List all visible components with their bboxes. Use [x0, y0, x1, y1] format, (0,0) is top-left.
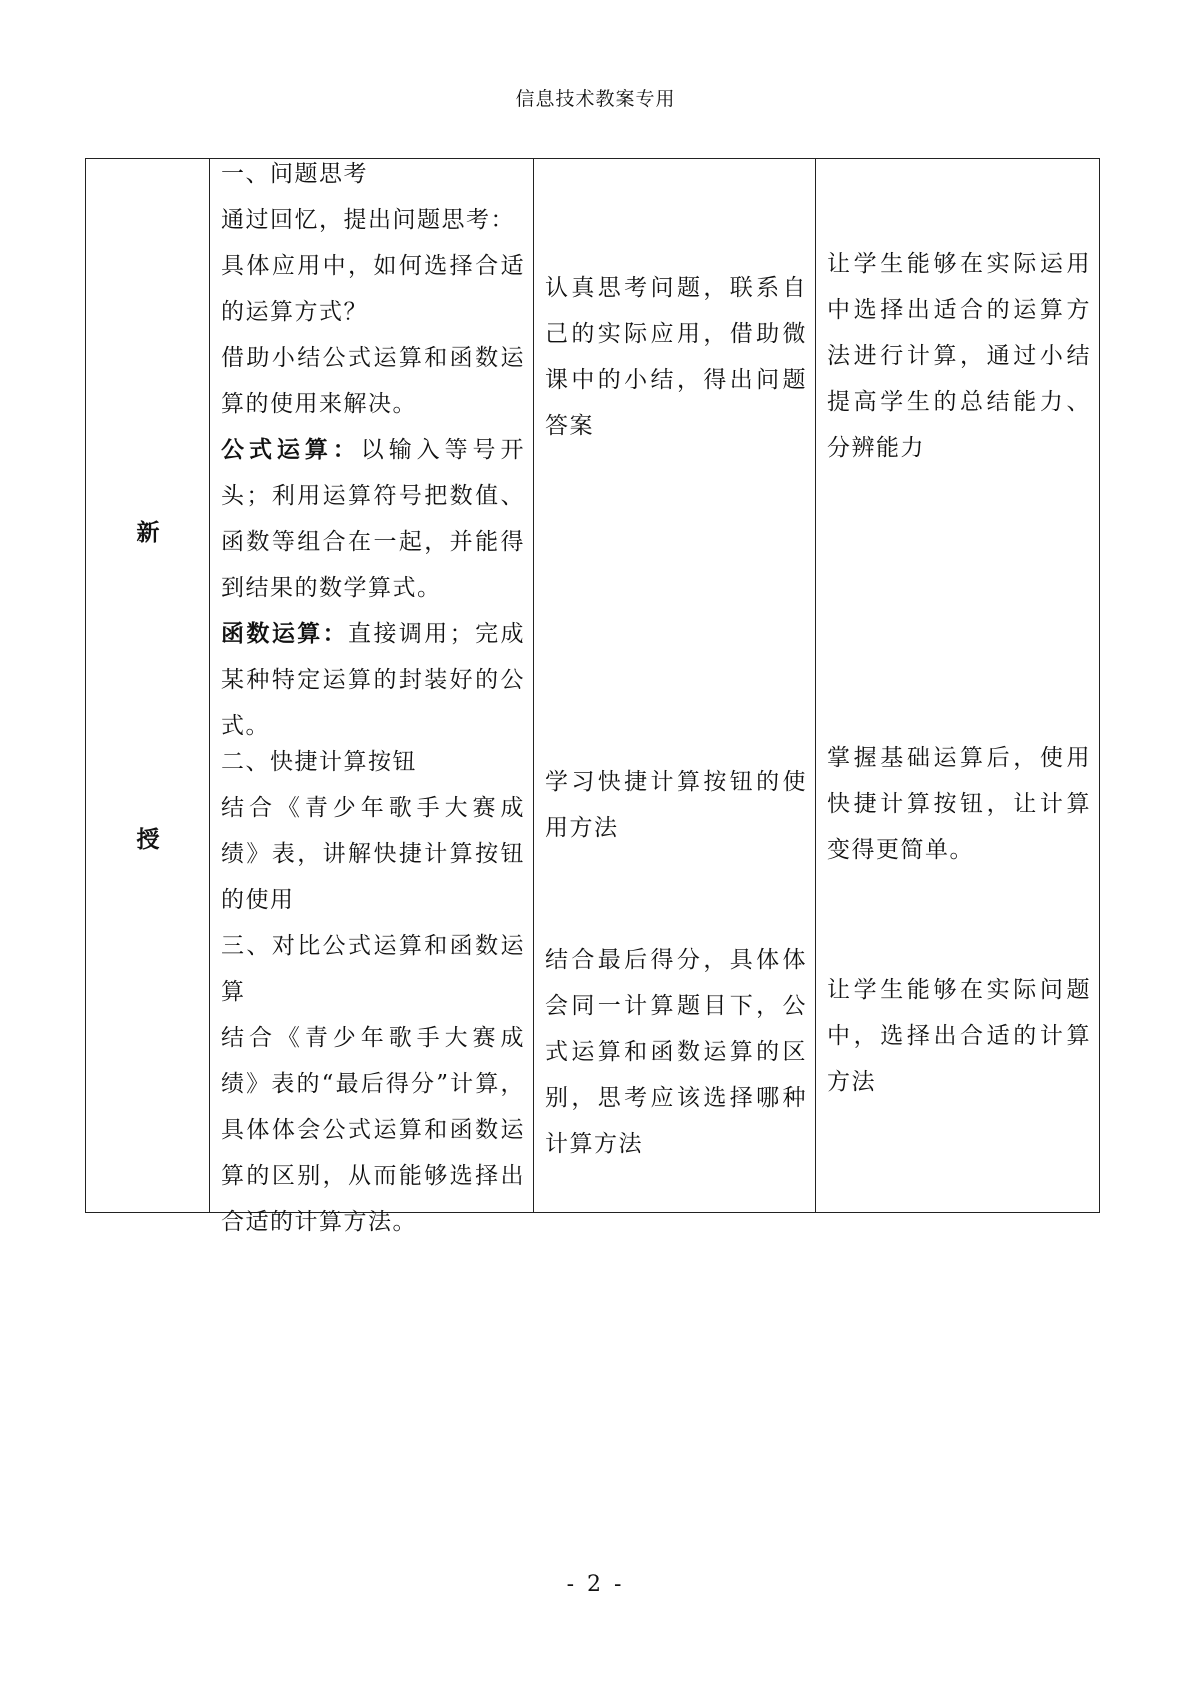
term-formula: 公式运算：	[221, 436, 361, 463]
student-activity-1: 认真思考问题，联系自己的实际应用，借助微课中的小结，得出问题答案	[545, 275, 807, 439]
paragraph-line: 通过回忆，提出问题思考：	[221, 207, 515, 233]
definition-formula	[221, 427, 525, 611]
teacher-section-1	[221, 151, 525, 749]
stage-label-char: 授	[136, 826, 160, 853]
lesson-plan-table	[85, 158, 1100, 1235]
section-heading: 三、对比公式运算和函数运算	[221, 933, 525, 1005]
student-activity-cell	[534, 159, 816, 1213]
paragraph: 结合《青少年歌手大赛成绩》表的“最后得分”计算，具体体会公式运算和函数运算的区别，从而能够选择出合适的计算方法。	[221, 1025, 525, 1235]
design-intent-2: 掌握基础运算后，使用快捷计算按钮，让计算变得更简单。	[827, 745, 1091, 863]
definition-function	[221, 611, 525, 749]
design-intent-3: 让学生能够在实际问题中，选择出合适的计算方法	[827, 977, 1091, 1095]
stage-label-cell	[86, 159, 210, 1213]
term-function: 函数运算：	[221, 620, 349, 647]
page-number: - 2 -	[566, 1572, 625, 1597]
section-heading: 二、快捷计算按钮	[221, 749, 417, 775]
page-header: 信息技术教案专用	[515, 88, 676, 110]
student-activity-2: 学习快捷计算按钮的使用方法	[545, 769, 807, 841]
paragraph-line: 借助小结公式运算和函数运算的使用来解决。	[221, 345, 525, 417]
stage-label-char: 新	[136, 519, 160, 546]
teacher-section-3	[221, 923, 525, 1245]
teacher-section-2	[221, 739, 525, 923]
student-activity-3: 结合最后得分，具体体会同一计算题目下，公式运算和函数运算的区别，思考应该选择哪种计算方法	[545, 947, 807, 1157]
section-heading: 一、问题思考	[221, 161, 368, 187]
paragraph-line: 具体应用中，如何选择合适的运算方式？	[221, 253, 525, 325]
table-row	[86, 159, 1100, 1213]
term-formula-desc: 以输入等号开头；利用运算符号把数值、函数等组合在一起，并能得到结果的数学算式。	[221, 437, 526, 601]
teacher-activity-cell	[210, 159, 534, 1235]
paragraph: 结合《青少年歌手大赛成绩》表，讲解快捷计算按钮的使用	[221, 795, 525, 913]
design-intent-cell	[816, 159, 1100, 1213]
design-intent-1: 让学生能够在实际运用中选择出适合的运算方法进行计算，通过小结提高学生的总结能力、分辨能力	[827, 251, 1091, 461]
term-function-desc: 直接调用；完成某种特定运算的封装好的公式。	[221, 621, 526, 739]
